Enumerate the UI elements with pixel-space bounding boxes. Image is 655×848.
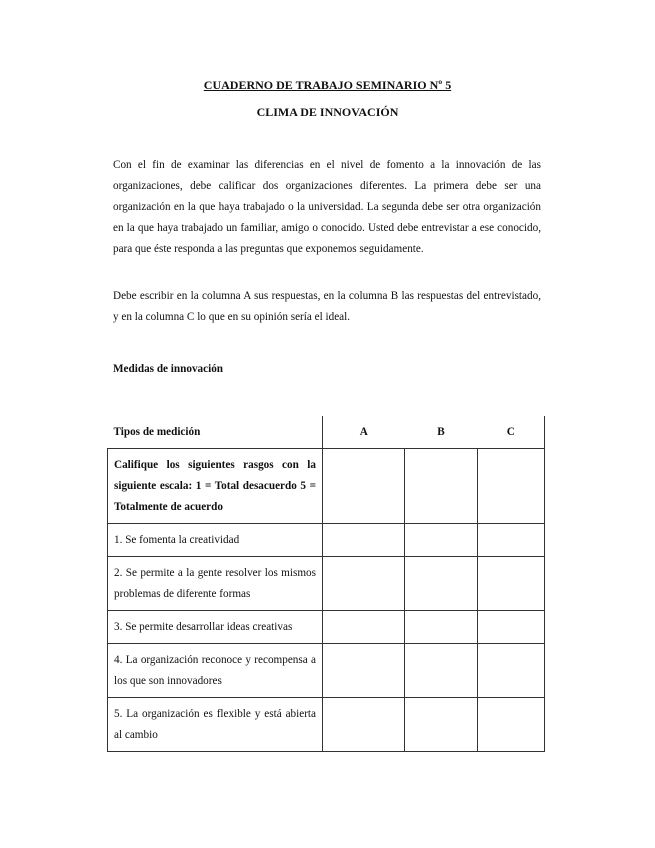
document-subtitle: CLIMA DE INNOVACIÓN [256, 105, 399, 119]
answer-cell-c[interactable] [478, 698, 545, 752]
answer-cell-c[interactable] [478, 644, 545, 698]
answer-cell-c[interactable] [478, 557, 545, 611]
answer-cell-b[interactable] [405, 644, 478, 698]
row-label [108, 611, 323, 644]
header-tipos: Tipos de medición [108, 416, 323, 449]
answer-cell-a[interactable] [323, 449, 405, 524]
table-row [108, 698, 545, 752]
header-c: C [478, 416, 545, 449]
answer-cell-a[interactable] [323, 611, 405, 644]
answer-cell-b[interactable] [405, 557, 478, 611]
intro-paragraph: Con el fin de examinar las diferencias en el nivel de fomento a la innovación de las organizaciones, debe calificar dos organizaciones diferentes. La primera debe ser una organización en la que haya trabajado o la universidad. La segunda debe ser otra organización en la que haya trabajado un familiar, amigo o conocido. Usted debe entrevistar a ese conocido, para que éste responda a las preguntas que exponemos seguidamente. [113, 159, 541, 255]
table-row [108, 449, 545, 524]
answer-cell-a[interactable] [323, 524, 405, 557]
document-title: CUADERNO DE TRABAJO SEMINARIO Nº 5 [203, 78, 452, 92]
answer-cell-a[interactable] [323, 698, 405, 752]
row-text: 4. La organización reconoce y recompensa a los que son innovadores [114, 653, 316, 687]
row-text: 3. Se permite desarrollar ideas creativas [114, 620, 293, 633]
answer-cell-c[interactable] [478, 524, 545, 557]
table-row [108, 611, 545, 644]
row-label [108, 698, 323, 752]
row-text: 2. Se permite a la gente resolver los mismos problemas de diferente formas [114, 566, 316, 600]
answer-cell-c[interactable] [478, 449, 545, 524]
header-b: B [405, 416, 478, 449]
answer-cell-b[interactable] [405, 611, 478, 644]
measurement-table [107, 416, 545, 752]
answer-cell-a[interactable] [323, 644, 405, 698]
section-heading: Medidas de innovación [113, 363, 224, 375]
table-header-row [108, 416, 545, 449]
row-text: 5. La organización es flexible y está abierta al cambio [114, 707, 316, 741]
instructions-paragraph: Debe escribir en la columna A sus respuestas, en la columna B las respuestas del entrevistado, y en la columna C lo que en su opinión sería el ideal. [113, 290, 541, 323]
row-label [108, 524, 323, 557]
row-label [108, 644, 323, 698]
answer-cell-b[interactable] [405, 698, 478, 752]
row-label [108, 557, 323, 611]
answer-cell-b[interactable] [405, 524, 478, 557]
answer-cell-a[interactable] [323, 557, 405, 611]
row-text: Califique los siguientes rasgos con la siguiente escala: 1 = Total desacuerdo 5 = Totalmente de acuerdo [114, 458, 316, 513]
table-row [108, 557, 545, 611]
row-label [108, 449, 323, 524]
table-row [108, 524, 545, 557]
row-text: 1. Se fomenta la creatividad [114, 533, 240, 546]
header-a: A [323, 416, 405, 449]
answer-cell-c[interactable] [478, 611, 545, 644]
answer-cell-b[interactable] [405, 449, 478, 524]
table-row [108, 644, 545, 698]
